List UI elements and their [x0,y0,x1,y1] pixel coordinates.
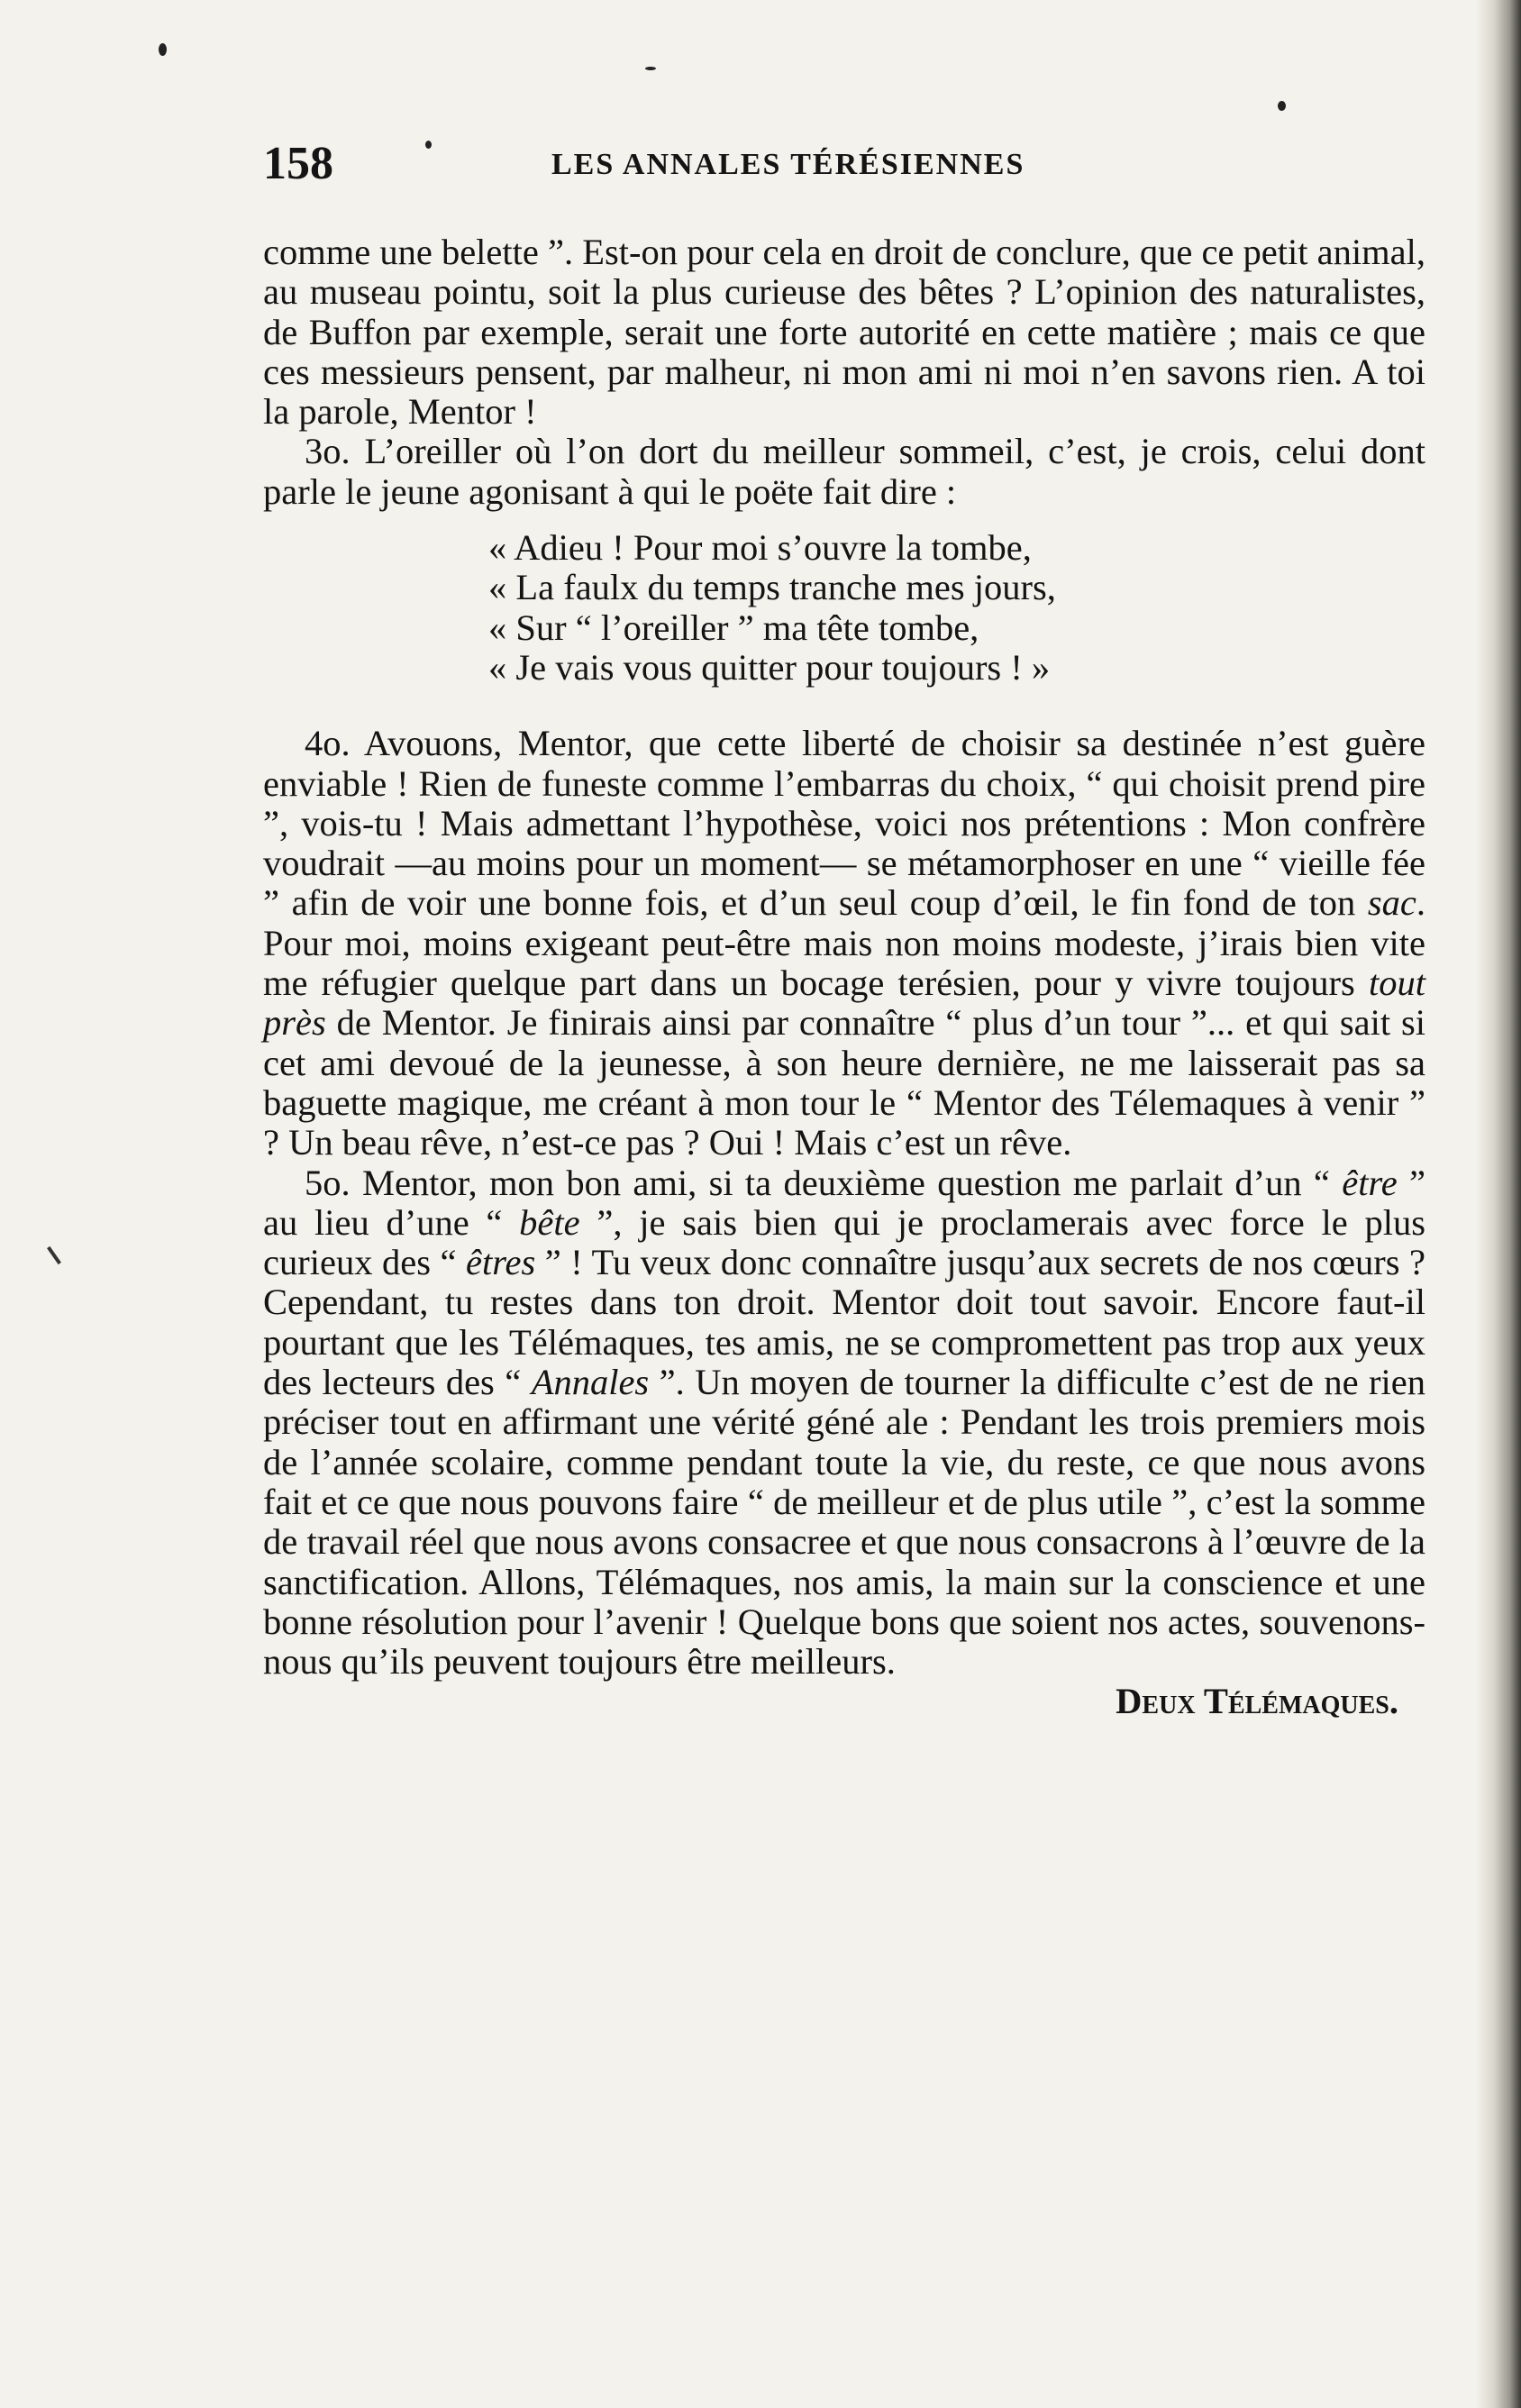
page-body [263,233,1425,1722]
poem-line: « Adieu ! Pour moi s’ouvre la tombe, [488,527,1032,569]
poem-line: « Je vais vous quitter pour toujours ! » [488,646,1051,688]
paragraph-2: 3o. L’oreiller où l’on dort du meilleur sommeil, c’est, je crois, celui dont parle le jeune agonisant à qui le poëte fait dire : [263,431,1425,512]
ink-speck [645,67,656,70]
page-header [263,137,1416,191]
italic-etres: êtres [465,1242,536,1283]
italic-bete: bête [519,1201,580,1243]
binding-shadow [1476,0,1521,2408]
paragraph-4: 5o. Mentor, mon bon ami, si ta deuxième question me parlait d’un “ être ” au lieu d’une “ bête ”, je sais bien qui je proclamerais avec force le plus curieux des “ êtres ” ! Tu veux donc connaître jusqu’aux secrets de nos cœurs ? Cependant, tu restes dans ton droit. Mentor doit tout savoir. Encore faut-il pourtant que les Télémaques, tes amis, ne se compromettent pas trop aux yeux des lecteurs des “ Annales ”. Un moyen de tourner la difficulte c’est de ne rien préciser tout en affirmant une vérité géné ale : Pendant les trois premiers mois de l’année scolaire, comme pendant toute la vie, du reste, ce que nous avons fait et ce que nous pouvons faire “ de meilleur et de plus utile ”, c’est la somme de travail réel que nous avons consacree et que nous consacrons à l’œuvre de la sanctification. Allons, Télémaques, nos amis, la main sur la conscience et une bonne résolution pour l’avenir ! Quelque bons que soient nos actes, souvenons-nous qu’ils peuvent toujours être meilleurs. [263,1162,1426,1683]
running-head: LES ANNALES TÉRÉSIENNES [551,148,1025,181]
italic-etre: être [1342,1162,1398,1203]
ink-speck [159,43,167,56]
poem-line: « Sur “ l’oreiller ” ma tête tombe, [488,607,979,648]
ink-speck [1278,101,1286,111]
signature: Deux Télémaques. [1116,1681,1398,1722]
paragraph-3: 4o. Avouons, Mentor, que cette liberté de choisir sa destinée n’est guère enviable ! Rien de funeste comme l’embarras du choix, “ qui choisit prend pire ”, vois-tu ! Mais admettant l’hypothèse, voici nos prétentions : Mon confrère voudrait —au moins pour un moment— se métamorphoser en une “ vieille fée ” afin de voir une bonne fois, et d’un seul coup d’œil, le fin fond de ton sac. Pour moi, moins exigeant peut-être mais non moins modeste, j’irais bien vite me réfugier quelque part dans un bocage terésien, pour y vivre toujours tout près de Mentor. Je finirais ainsi par connaître “ plus d’un tour ”... et qui sait si cet ami devoué de la jeunesse, à son heure dernière, ne me laisserait pas sa baguette magique, me créant à mon tour le “ Mentor des Télemaques à venir ” ? Un beau rêve, n’est-ce pas ? Oui ! Mais c’est un rêve. [263,723,1425,1163]
poem-line: « La faulx du temps tranche mes jours, [488,567,1056,608]
page-number: 158 [263,138,333,189]
italic-annales: Annales [531,1362,650,1403]
poem-quote [488,528,1425,688]
italic-tout-pres: tout près [263,962,1425,1044]
paragraph-1: comme une belette ”. Est-on pour cela en droit de conclure, que ce petit animal, au museau pointu, soit la plus curieuse des bêtes ? L’opinion des naturalistes, de Buffon par exemple, serait une forte autorité en cette matière ; mais ce que ces messieurs pensent, par malheur, ni mon ami ni moi n’en savons rien. A toi la parole, Mentor ! [263,232,1425,433]
italic-sac: sac [1367,882,1416,924]
margin-mark [47,1246,61,1264]
